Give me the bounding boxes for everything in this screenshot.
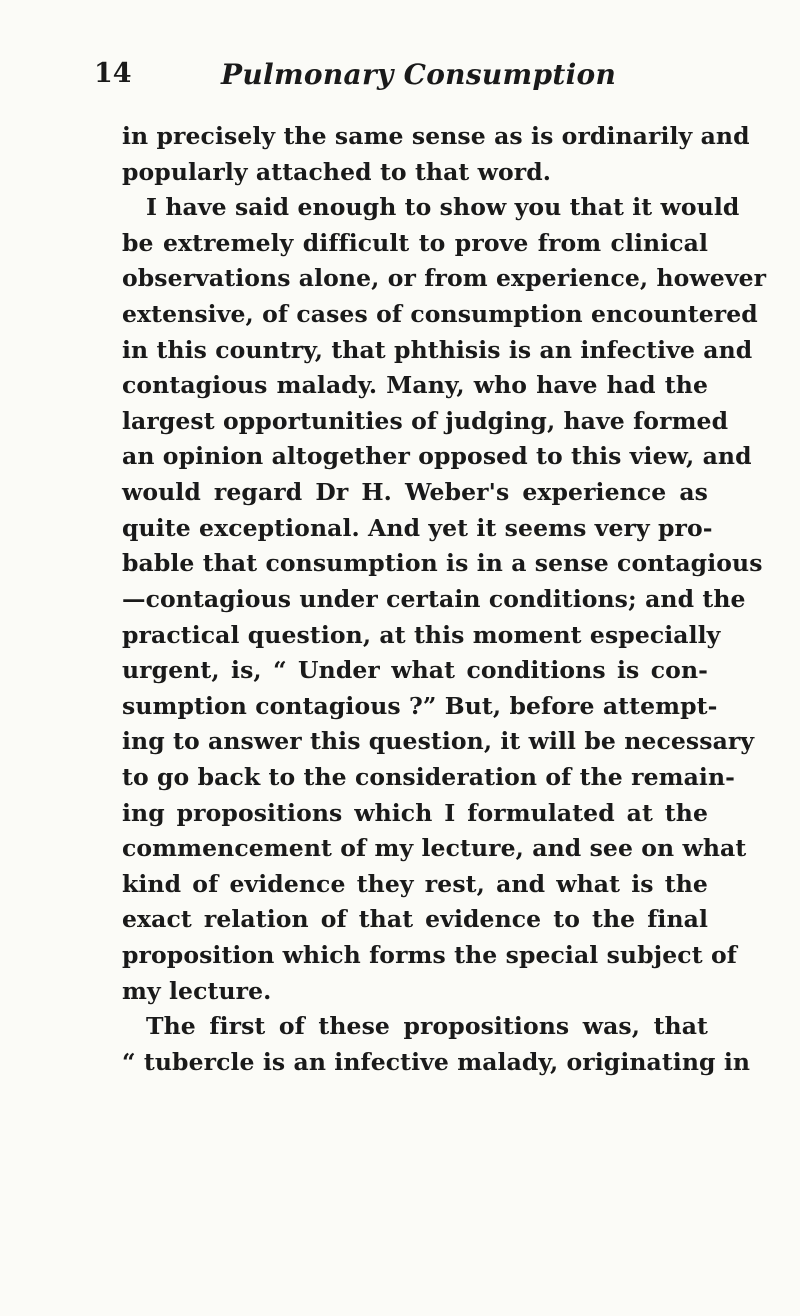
- text-line: be extremely difficult to prove from clinical: [122, 228, 708, 257]
- text-line: sumption contagious ?” But, before attempt-: [122, 691, 718, 720]
- text-line: kind of evidence they rest, and what is the: [122, 869, 708, 898]
- text-line: exact relation of that evidence to the final: [122, 905, 708, 934]
- text-line: bable that consumption is in a sense contagious: [122, 549, 763, 578]
- running-title: Pulmonary Consumption: [221, 58, 617, 91]
- text-line: ing to answer this question, it will be necessary: [122, 727, 755, 756]
- text-line: urgent, is, “ Under what conditions is con-: [122, 656, 708, 685]
- text-line: ing propositions which I formulated at the: [122, 798, 708, 827]
- text-line: would regard Dr H. Weber's experience as: [122, 478, 708, 507]
- text-line: extensive, of cases of consumption encountered: [122, 300, 758, 329]
- text-line: I have said enough to show you that it would: [146, 193, 740, 222]
- text-line: in this country, that phthisis is an infective and: [122, 335, 753, 364]
- text-line: proposition which forms the special subject of: [122, 941, 737, 970]
- text-line: to go back to the consideration of the remain-: [122, 762, 735, 791]
- text-line: quite exceptional. And yet it seems very pro-: [122, 513, 713, 542]
- body-text: [122, 119, 767, 1080]
- text-line: my lecture.: [122, 976, 272, 1005]
- text-line: observations alone, or from experience, however: [122, 264, 767, 293]
- text-line: contagious malady. Many, who have had the: [122, 371, 708, 400]
- page-number: 14: [94, 58, 132, 89]
- text-line: an opinion altogether opposed to this view, and: [122, 442, 752, 471]
- text-line: in precisely the same sense as is ordinarily and: [122, 122, 750, 150]
- text-line: popularly attached to that word.: [122, 157, 552, 186]
- text-line: “ tubercle is an infective malady, originating in: [122, 1047, 751, 1076]
- text-line: The first of these propositions was, that: [146, 1012, 708, 1041]
- text-line: —contagious under certain conditions; and the: [122, 584, 746, 613]
- text-line: commencement of my lecture, and see on what: [122, 834, 747, 863]
- running-head: [0, 58, 800, 98]
- text-line: practical question, at this moment especially: [122, 620, 721, 649]
- text-line: largest opportunities of judging, have formed: [122, 406, 729, 435]
